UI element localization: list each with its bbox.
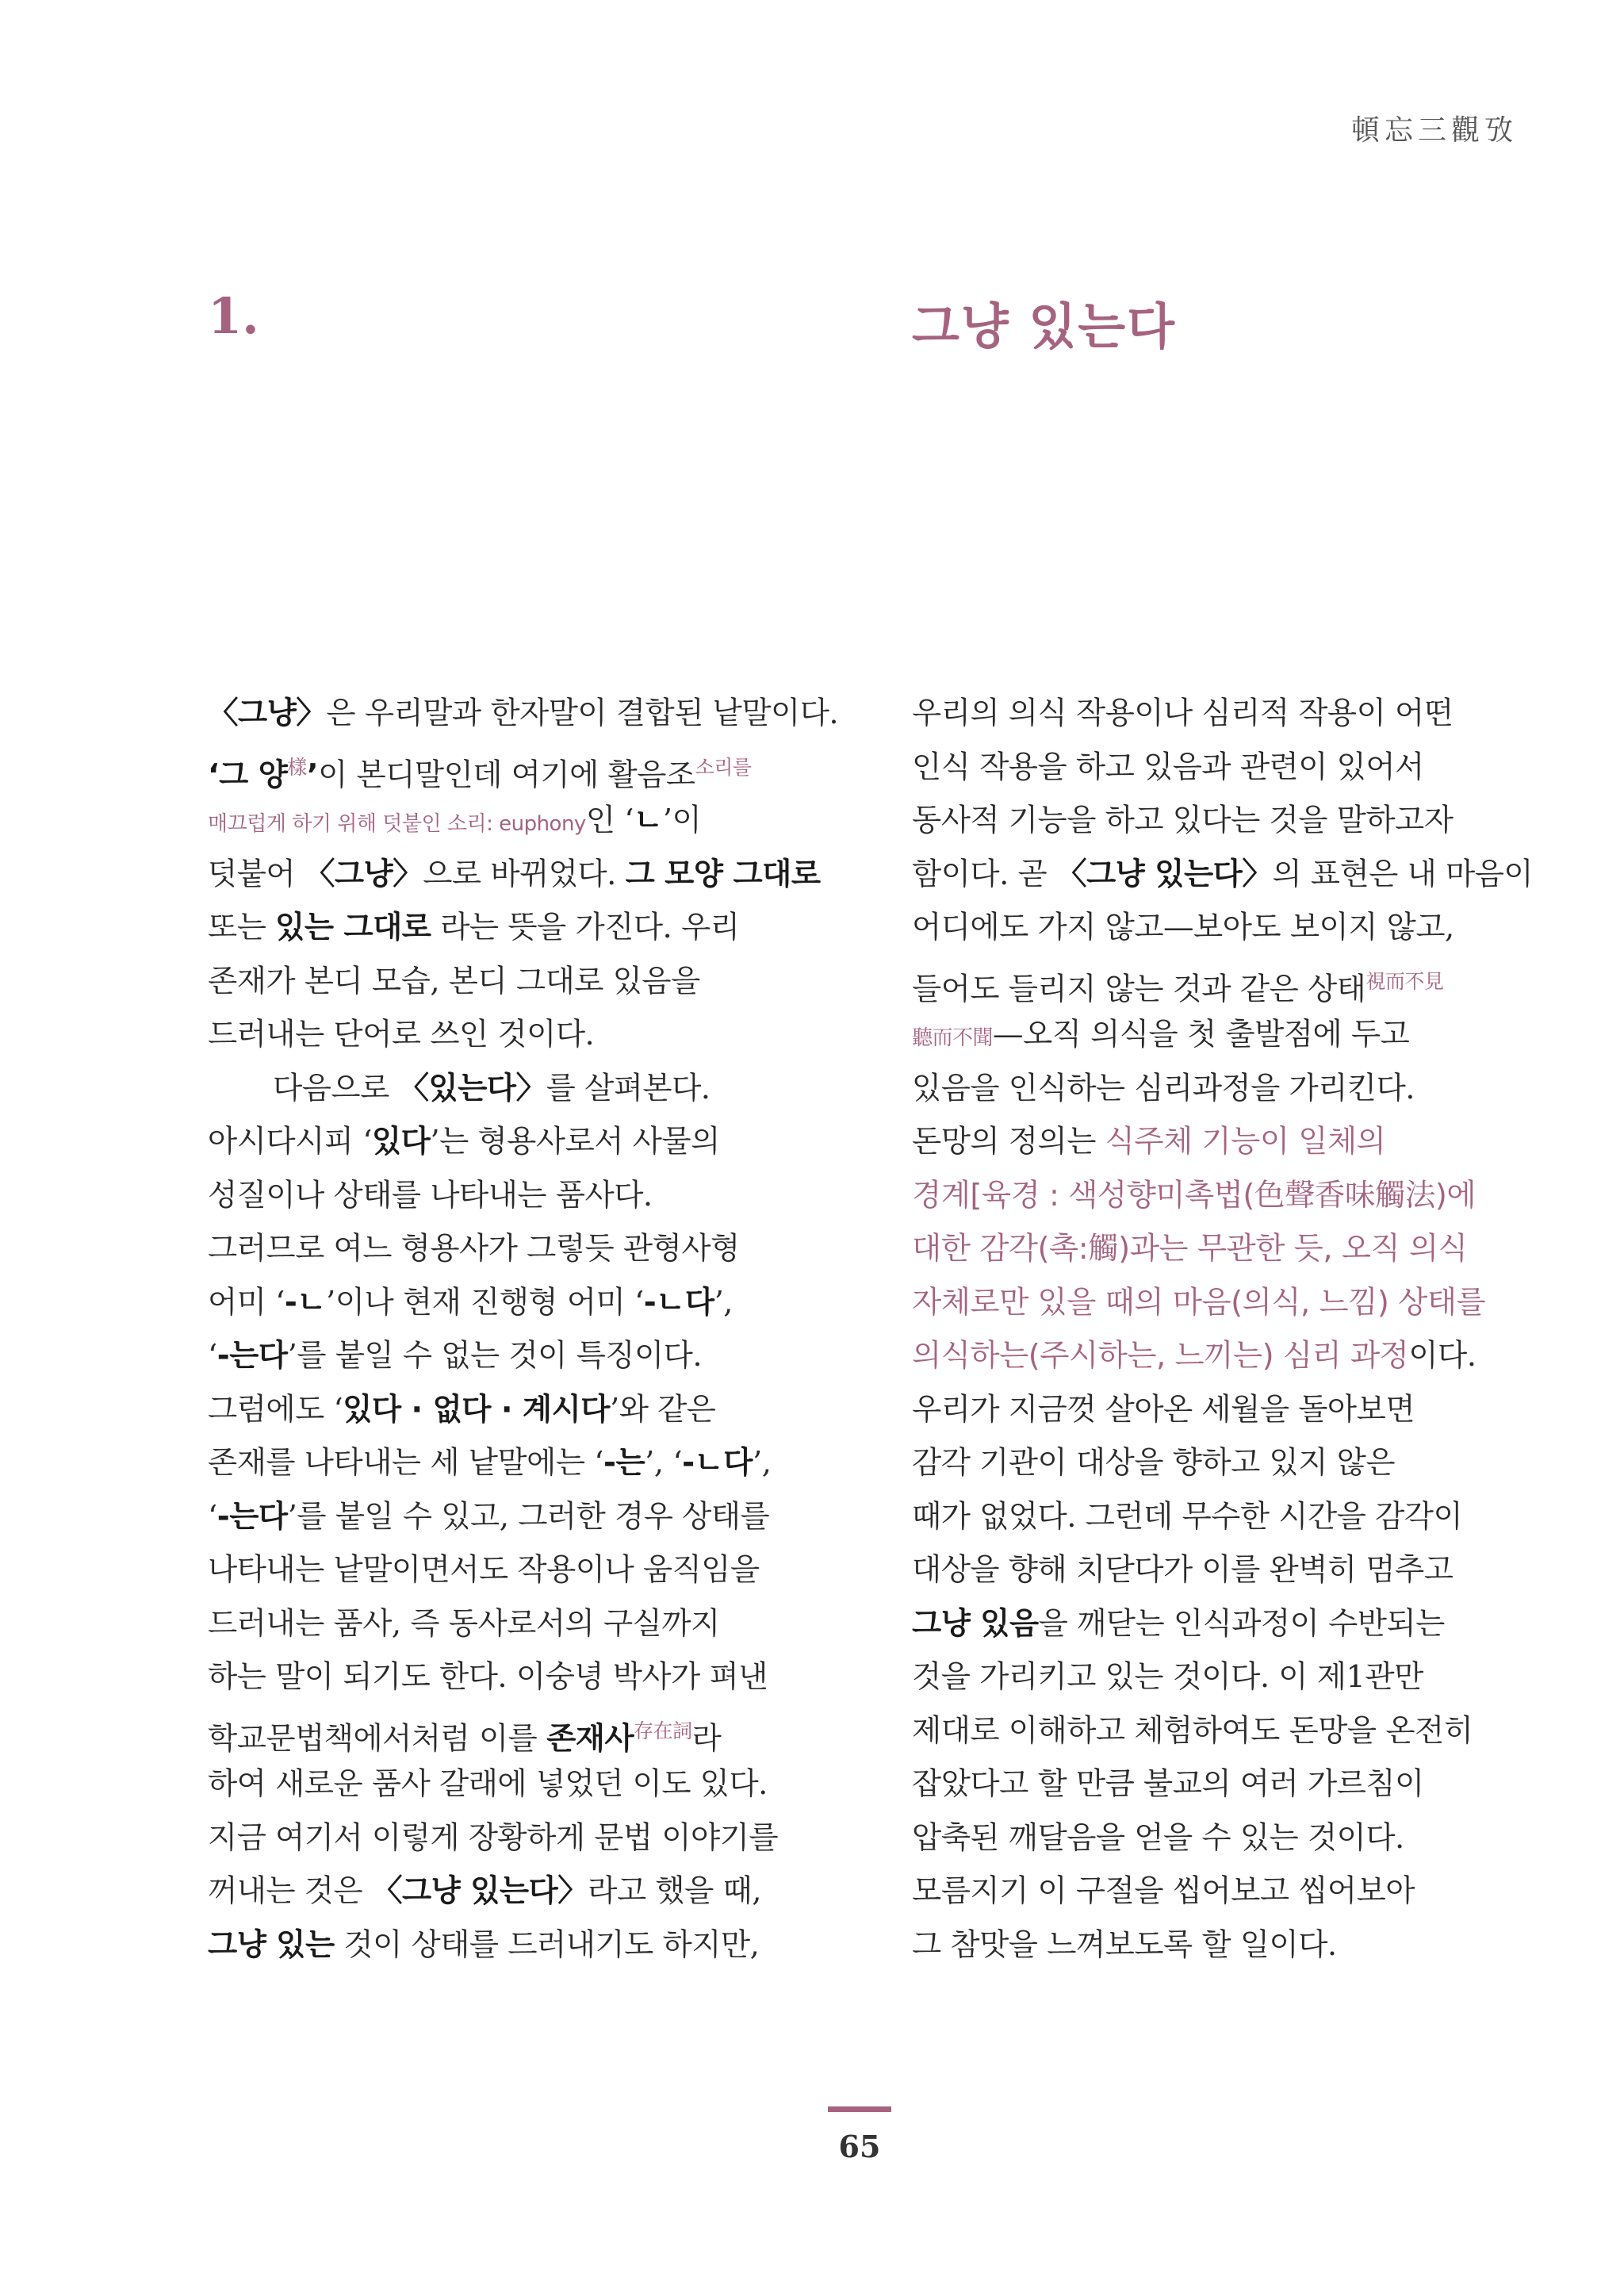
text-run: 우리가 지금껏 살아온 세월을 돌아보면 [912, 1391, 1415, 1428]
text-line [208, 1597, 858, 1651]
bold-text-run: 〈그냥 있는다〉 [371, 1873, 588, 1909]
text-run: 를 살펴본다. [546, 1070, 710, 1106]
gloss-annotation: 소리를 [695, 755, 752, 779]
text-run: —오직 의식을 첫 출발점에 두고 [993, 1017, 1410, 1052]
bold-text-run: -는 [603, 1445, 645, 1481]
text-line [208, 901, 858, 955]
text-run: 우리의 의식 작용이나 심리적 작용이 어떤 [912, 696, 1454, 731]
gloss-annotation: 視而不見 [1365, 969, 1444, 993]
text-line [912, 1650, 1562, 1704]
bold-text-run: ㄴ [634, 803, 663, 838]
text-line [208, 1222, 858, 1276]
text-line [208, 794, 858, 848]
gloss-annotation: 聽而不聞 [912, 1026, 994, 1050]
right-text-column [912, 687, 1562, 1972]
folio-rule [828, 2106, 891, 2112]
text-line [912, 1436, 1562, 1490]
text-run: 돈망의 정의는 [912, 1124, 1105, 1159]
text-run: ’이 [662, 803, 702, 838]
left-text-column [208, 687, 858, 1972]
text-run: 들어도 들리지 않는 것과 같은 상태 [912, 971, 1366, 1007]
text-run: 의 표현은 내 마음이 [1272, 856, 1534, 892]
bold-text-run: -ㄴ다 [682, 1445, 753, 1481]
bold-text-run: -ㄴ다 [643, 1284, 714, 1320]
bold-text-run: 있다 [371, 1124, 431, 1159]
text-run: 제대로 이해하고 체험하여도 돈망을 온전히 [912, 1712, 1473, 1749]
text-run: ‘ [208, 1498, 217, 1535]
bold-text-run: 존재사 [546, 1720, 634, 1757]
text-line [208, 687, 858, 741]
text-line [912, 1757, 1562, 1811]
text-line [912, 1276, 1562, 1330]
text-line [912, 955, 1562, 1009]
bold-text-run: 〈그냥〉 [208, 696, 327, 731]
text-run: ’와 같은 [609, 1391, 716, 1428]
text-run: 동사적 기능을 하고 있다는 것을 말하고자 [912, 803, 1454, 838]
text-run: 이 본디말인데 여기에 활음조 [318, 757, 695, 793]
bold-text-run: 있는 그대로 [275, 910, 431, 945]
text-line [912, 1543, 1562, 1597]
page-number: 65 [838, 2129, 881, 2164]
text-run: 압축된 깨달음을 얻을 수 있는 것이다. [912, 1819, 1404, 1856]
text-run: 다음으로 [273, 1070, 399, 1106]
text-line [208, 1008, 858, 1062]
text-run: ‘ [208, 1338, 217, 1374]
highlight-text-run: 경계[육경 : 색성향미촉법(色聲香味觸法)에 [912, 1177, 1477, 1213]
text-run: 인 ‘ [585, 803, 634, 838]
bold-text-run: 〈그냥 있는다〉 [1055, 856, 1273, 892]
text-line [208, 1329, 858, 1383]
gloss-annotation: 매끄럽게 하기 위해 덧붙인 소리: euphony [208, 812, 586, 836]
text-line [208, 1757, 858, 1811]
text-run: 함이다. 곧 [912, 856, 1056, 892]
text-run: 이다. [1408, 1338, 1477, 1374]
text-run: 드러내는 품사, 즉 동사로서의 구실까지 [208, 1605, 720, 1642]
text-run: ’, ‘ [645, 1445, 683, 1481]
text-line [912, 1490, 1562, 1544]
text-line [208, 1115, 858, 1169]
text-run: 으로 바뀌었다. [423, 856, 626, 892]
highlight-text-run: 의식하는(주시하는, 느끼는) 심리 과정 [912, 1338, 1409, 1374]
text-run: ’를 붙일 수 있고, 그러한 경우 상태를 [287, 1498, 770, 1535]
text-run: 라 [691, 1720, 722, 1757]
text-line [912, 1597, 1562, 1651]
highlight-text-run: 식주체 기능이 일체의 [1105, 1124, 1386, 1159]
text-run: ’이나 현재 진행형 어미 ‘ [326, 1284, 644, 1320]
text-run: 그 참맛을 느껴보도록 할 일이다. [912, 1926, 1337, 1963]
text-line [208, 1865, 858, 1918]
text-run: 드러내는 단어로 쓰인 것이다. [208, 1017, 595, 1052]
gloss-annotation: 存在詞 [634, 1719, 692, 1742]
text-run: 학교문법책에서처럼 이를 [208, 1720, 547, 1757]
text-line [912, 1115, 1562, 1169]
text-line [912, 1865, 1562, 1918]
bold-text-run: ’ [306, 757, 319, 793]
text-run: 라는 뜻을 가진다. 우리 [431, 910, 740, 945]
text-run: 덧붙어 [208, 856, 304, 892]
text-run: 존재를 나타내는 세 낱말에는 ‘ [208, 1445, 603, 1481]
bold-text-run: 있다 · 없다 · 계시다 [343, 1391, 610, 1428]
text-run: 존재가 본디 모습, 본디 그대로 있음을 [208, 963, 700, 999]
text-line [912, 1008, 1562, 1062]
text-line [208, 1918, 858, 1972]
text-run: 꺼내는 것은 [208, 1873, 372, 1909]
text-run: 모름지기 이 구절을 씹어보고 씹어보아 [912, 1873, 1415, 1909]
text-run: 또는 [208, 910, 276, 945]
text-line [912, 794, 1562, 848]
text-run: 그럼에도 ‘ [208, 1391, 343, 1428]
highlight-text-run: 자체로만 있을 때의 마음(의식, 느낌) 상태를 [912, 1284, 1486, 1320]
text-run: 하는 말이 되기도 한다. 이숭녕 박사가 펴낸 [208, 1659, 768, 1695]
text-run: ’는 형용사로서 사물의 [430, 1124, 720, 1159]
bold-text-run: 그 모양 그대로 [625, 856, 821, 892]
text-run: 것이 상태를 드러내기도 하지만, [334, 1926, 760, 1963]
text-run: 인식 작용을 하고 있음과 관련이 있어서 [912, 749, 1424, 785]
text-run: 감각 기관이 대상을 향하고 있지 않은 [912, 1445, 1396, 1481]
text-line [912, 741, 1562, 795]
text-run: 을 깨닫는 인식과정이 수반되는 [1038, 1605, 1445, 1642]
text-line [912, 1918, 1562, 1972]
bold-text-run: 그냥 있음 [912, 1605, 1039, 1642]
text-line [912, 1222, 1562, 1276]
text-run: 라고 했을 때, [588, 1873, 761, 1909]
highlight-text-run: 대한 감각(촉:觸)과는 무관한 듯, 오직 의식 [912, 1231, 1468, 1267]
chapter-number: 1. [208, 287, 259, 345]
bold-text-run: -는다 [216, 1498, 288, 1535]
text-run: 것을 가리키고 있는 것이다. 이 제1관만 [912, 1659, 1423, 1695]
bold-text-run: 〈있는다〉 [398, 1070, 546, 1106]
text-run: 어디에도 가지 않고—보아도 보이지 않고, [912, 910, 1454, 945]
bold-text-run: 그냥 있는 [208, 1926, 335, 1963]
gloss-annotation: 樣 [287, 755, 307, 779]
text-line [912, 848, 1562, 902]
text-run: ’를 붙일 수 없는 것이 특징이다. [287, 1338, 703, 1374]
text-run: 때가 없었다. 그런데 무수한 시간을 감각이 [912, 1498, 1463, 1535]
bold-text-run: -ㄴ [284, 1284, 327, 1320]
text-run: 하여 새로운 품사 갈래에 넣었던 이도 있다. [208, 1766, 768, 1802]
text-line [912, 1329, 1562, 1383]
text-run: 어미 ‘ [208, 1284, 285, 1320]
text-line [912, 1811, 1562, 1865]
text-line [208, 1276, 858, 1330]
text-line [208, 1704, 858, 1758]
text-run: ’, [752, 1445, 772, 1481]
text-line [912, 1383, 1562, 1437]
bold-text-run: ‘그 양 [208, 757, 288, 793]
chapter-title: 그냥 있는다 [912, 297, 1177, 355]
text-run: 그러므로 여느 형용사가 그렇듯 관형사형 [208, 1231, 740, 1267]
text-run: 나타내는 낱말이면서도 작용이나 움직임을 [208, 1552, 760, 1588]
text-line [912, 1169, 1562, 1223]
text-line [208, 741, 858, 795]
text-line [208, 1436, 858, 1490]
running-head: 頓忘三觀攷 [1350, 114, 1518, 147]
text-line [208, 1811, 858, 1865]
text-line [912, 687, 1562, 741]
bold-text-run: -는다 [216, 1338, 288, 1374]
text-line [208, 1490, 858, 1544]
text-line [208, 955, 858, 1009]
text-run: 있음을 인식하는 심리과정을 가리킨다. [912, 1070, 1415, 1106]
text-line [208, 1543, 858, 1597]
text-run: 은 우리말과 한자말이 결합된 낱말이다. [326, 696, 839, 731]
text-run: ’, [714, 1284, 733, 1320]
bold-text-run: 〈그냥〉 [304, 856, 423, 892]
text-line [208, 1062, 858, 1116]
text-run: 아시다시피 ‘ [208, 1124, 372, 1159]
text-line [208, 1650, 858, 1704]
text-line [208, 1169, 858, 1223]
text-run: 잡았다고 할 만큼 불교의 여러 가르침이 [912, 1766, 1424, 1802]
text-line [208, 1383, 858, 1437]
text-line [912, 901, 1562, 955]
text-run: 대상을 향해 치닫다가 이를 완벽히 멈추고 [912, 1552, 1454, 1588]
text-line [912, 1704, 1562, 1758]
text-run: 성질이나 상태를 나타내는 품사다. [208, 1177, 653, 1213]
text-line [208, 848, 858, 902]
text-line [912, 1062, 1562, 1116]
text-run: 지금 여기서 이렇게 장황하게 문법 이야기를 [208, 1819, 779, 1856]
